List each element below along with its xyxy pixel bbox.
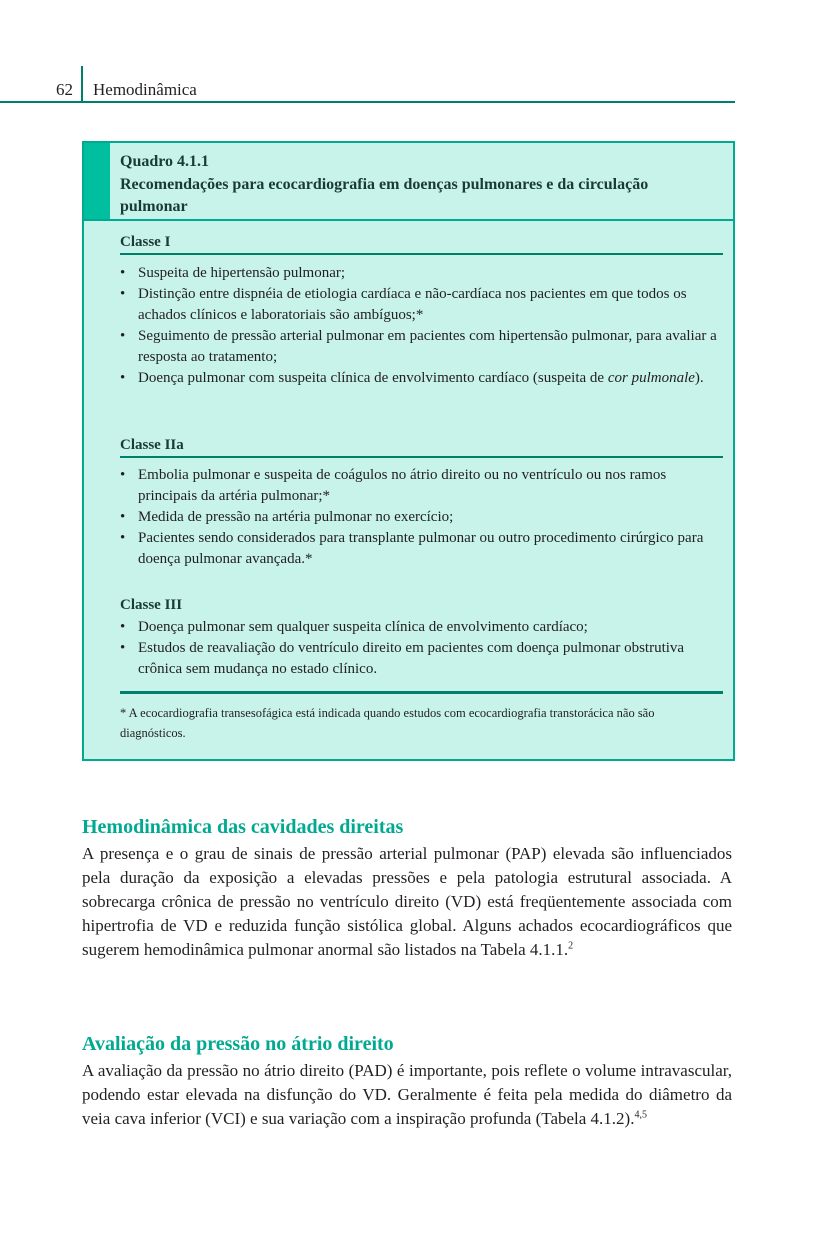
section-heading-right-atrium-pressure: Avaliação da pressão no átrio direito (82, 1033, 394, 1055)
list-item: • Embolia pulmonar e suspeita de coágulos no átrio direito ou no ventrículo ou nos ramos principais da artéria pulmonar;* (120, 467, 667, 504)
section-heading-right-cavities: Hemodinâmica das cavidades direitas (82, 816, 404, 838)
list-item: • Medida de pressão na artéria pulmonar no exercício; (120, 509, 454, 525)
reference-superscript: 4,5 (634, 1109, 647, 1121)
section-paragraph-right-atrium-pressure: A avaliação da pressão no átrio direito (PAD) é importante, pois reflete o volume intravascular, podendo estar elevada na disfunção do VD. Geralmente é feita pela medida do diâmetro da veia cava inferior (VCI) e sua variação com a inspiração profunda (Tabela 4.1.2).$^{4,5}$ (82, 1061, 732, 1128)
class-iii-label: Classe III (120, 597, 183, 613)
class-iii-list (120, 617, 723, 680)
list-item: • Doença pulmonar com suspeita clínica de envolvimento cardíaco (suspeita de cor pulmonale). (120, 370, 704, 386)
header-rule (0, 101, 735, 103)
page-header (0, 60, 735, 103)
list-item: • Pacientes sendo considerados para transplante pulmonar ou outro procedimento cirúrgico para doença pulmonar avançada.* (120, 530, 704, 567)
running-title: Hemodinâmica (93, 80, 197, 99)
class-i-list (120, 263, 723, 389)
list-item: • Estudos de reavaliação do ventrículo direito em pacientes com doença pulmonar obstrutiva crônica sem mudança no estado clínico. (120, 640, 685, 677)
class-iia-label: Classe IIa (120, 437, 184, 453)
class-i-label: Classe I (120, 234, 171, 250)
box-header-rule (84, 219, 733, 221)
class-iia-rule (120, 456, 723, 458)
footnote-rule (120, 691, 723, 694)
header-divider (81, 66, 83, 103)
class-iia-list (120, 465, 723, 570)
box-number: Quadro 4.1.1 (120, 153, 210, 170)
list-item: • Doença pulmonar sem qualquer suspeita clínica de envolvimento cardíaco; (120, 619, 588, 635)
page-number: 62 (56, 80, 73, 99)
reference-superscript: 2 (568, 940, 574, 952)
list-item: • Seguimento de pressão arterial pulmonar em pacientes com hipertensão pulmonar, para avaliar a resposta ao tratamento; (120, 328, 717, 365)
list-item: • Distinção entre dispnéia de etiologia cardíaca e não-cardíaca nos pacientes em que todos os achados clínicos e laboratoriais são ambíguos;* (120, 286, 687, 323)
section-paragraph-right-cavities: A presença e o grau de sinais de pressão arterial pulmonar (PAP) elevada são influenciados pela duração da exposição a elevadas pressões e pela patologia estrutural associada. A sobrecarga crônica de pressão no ventrículo direito (VD) está freqüentemente associada com hipertrofia de VD e reduzida função sistólica global. Alguns achados ecocardiográficos que sugerem hemodinâmica pulmonar anormal são listados na Tabela 4.1.1.$^2$ (82, 844, 732, 959)
box-footnote: * A ecocardiografia transesofágica está indicada quando estudos com ecocardiografia transtorácica não são diagnósticos. (120, 706, 655, 740)
recommendations-box (82, 141, 735, 761)
class-i-rule (120, 253, 723, 255)
box-accent-strip (84, 143, 110, 221)
box-title: Recomendações para ecocardiografia em doenças pulmonares e da circulação pulmonar (120, 176, 649, 215)
list-item: • Suspeita de hipertensão pulmonar; (120, 265, 346, 281)
